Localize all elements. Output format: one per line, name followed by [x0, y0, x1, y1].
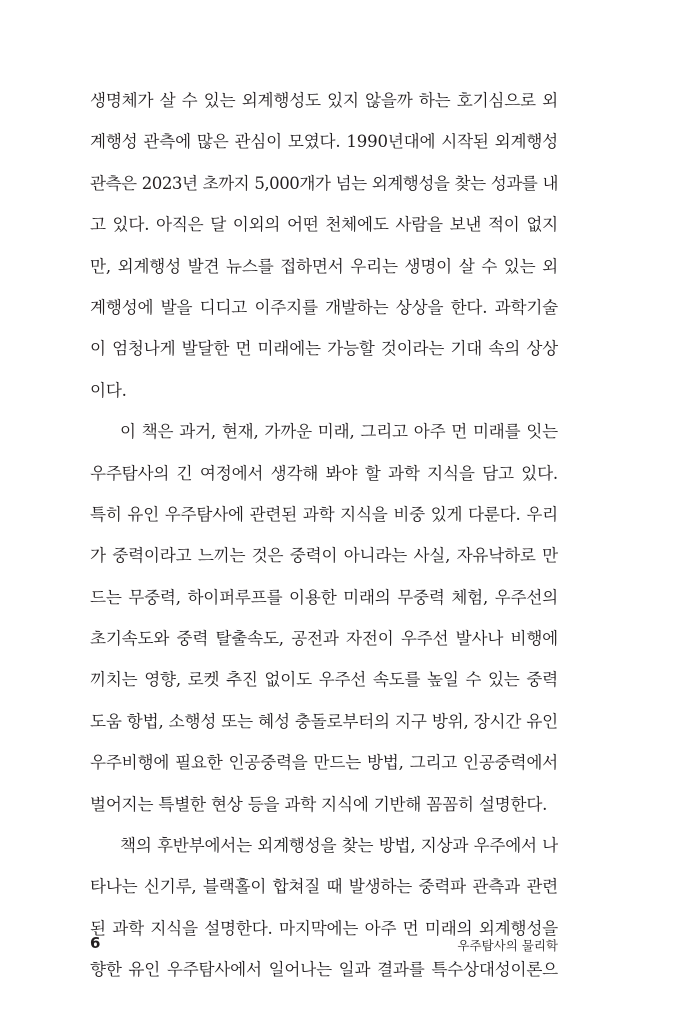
- text-line: 계행성 관측에 많은 관심이 모였다. 1990년대에 시작된 외계행성: [90, 132, 558, 152]
- page-footer: [90, 934, 558, 954]
- text-line: 생명체가 살 수 있는 외계행성도 있지 않을까 하는 호기심으로 외: [90, 91, 558, 110]
- text-line: 이 엄청나게 발달한 먼 미래에는 가능할 것이라는 기대 속의 상상: [90, 339, 558, 359]
- text-line: 초기속도와 중력 탈출속도, 공전과 자전이 우주선 발사나 비행에: [90, 629, 558, 649]
- text-line: 책의 후반부에서는 외계행성을 찾는 방법, 지상과 우주에서 나: [120, 836, 558, 856]
- text-line: 된 과학 지식을 설명한다. 마지막에는 아주 먼 미래의 외계행성을: [90, 918, 558, 938]
- text-line: 특히 유인 우주탐사에 관련된 과학 지식을 비중 있게 다룬다. 우리: [90, 504, 558, 524]
- text-line: 벌어지는 특별한 현상 등을 과학 지식에 기반해 꼼꼼히 설명한다.: [90, 794, 548, 814]
- text-line: 끼치는 영향, 로켓 추진 없이도 우주선 속도를 높일 수 있는 중력: [90, 670, 558, 690]
- text-line: 가 중력이라고 느끼는 것은 중력이 아니라는 사실, 자유낙하로 만: [90, 546, 558, 566]
- text-line: 우주탐사의 긴 여정에서 생각해 봐야 할 과학 지식을 담고 있다.: [90, 463, 558, 483]
- text-line: 관측은 2023년 초까지 5,000개가 넘는 외계행성을 찾는 성과를 내: [90, 173, 558, 193]
- text-line: 고 있다. 아직은 달 이외의 어떤 천체에도 사람을 보낸 적이 없지: [90, 215, 558, 235]
- text-line: 계행성에 발을 디디고 이주지를 개발하는 상상을 한다. 과학기술: [90, 297, 558, 317]
- page-number: 6: [90, 934, 101, 952]
- text-line: 이 책은 과거, 현재, 가까운 미래, 그리고 아주 먼 미래를 잇는: [120, 422, 558, 442]
- text-line: 향한 유인 우주탐사에서 일어나는 일과 결과를 특수상대성이론으: [90, 960, 558, 980]
- text-line: 타나는 신기루, 블랙홀이 합쳐질 때 발생하는 중력파 관측과 관련: [90, 877, 558, 897]
- text-line: 드는 무중력, 하이퍼루프를 이용한 미래의 무중력 체험, 우주선의: [90, 587, 558, 607]
- body-text: [90, 80, 558, 991]
- text-line: 만, 외계행성 발견 뉴스를 접하면서 우리는 생명이 살 수 있는 외: [90, 256, 558, 276]
- text-line: 우주비행에 필요한 인공중력을 만드는 방법, 그리고 인공중력에서: [90, 753, 558, 773]
- text-line: 이다.: [90, 380, 127, 400]
- running-title: 우주탐사의 물리학: [457, 938, 558, 953]
- text-line: 도움 항법, 소행성 또는 혜성 충돌로부터의 지구 방위, 장시간 유인: [90, 711, 558, 731]
